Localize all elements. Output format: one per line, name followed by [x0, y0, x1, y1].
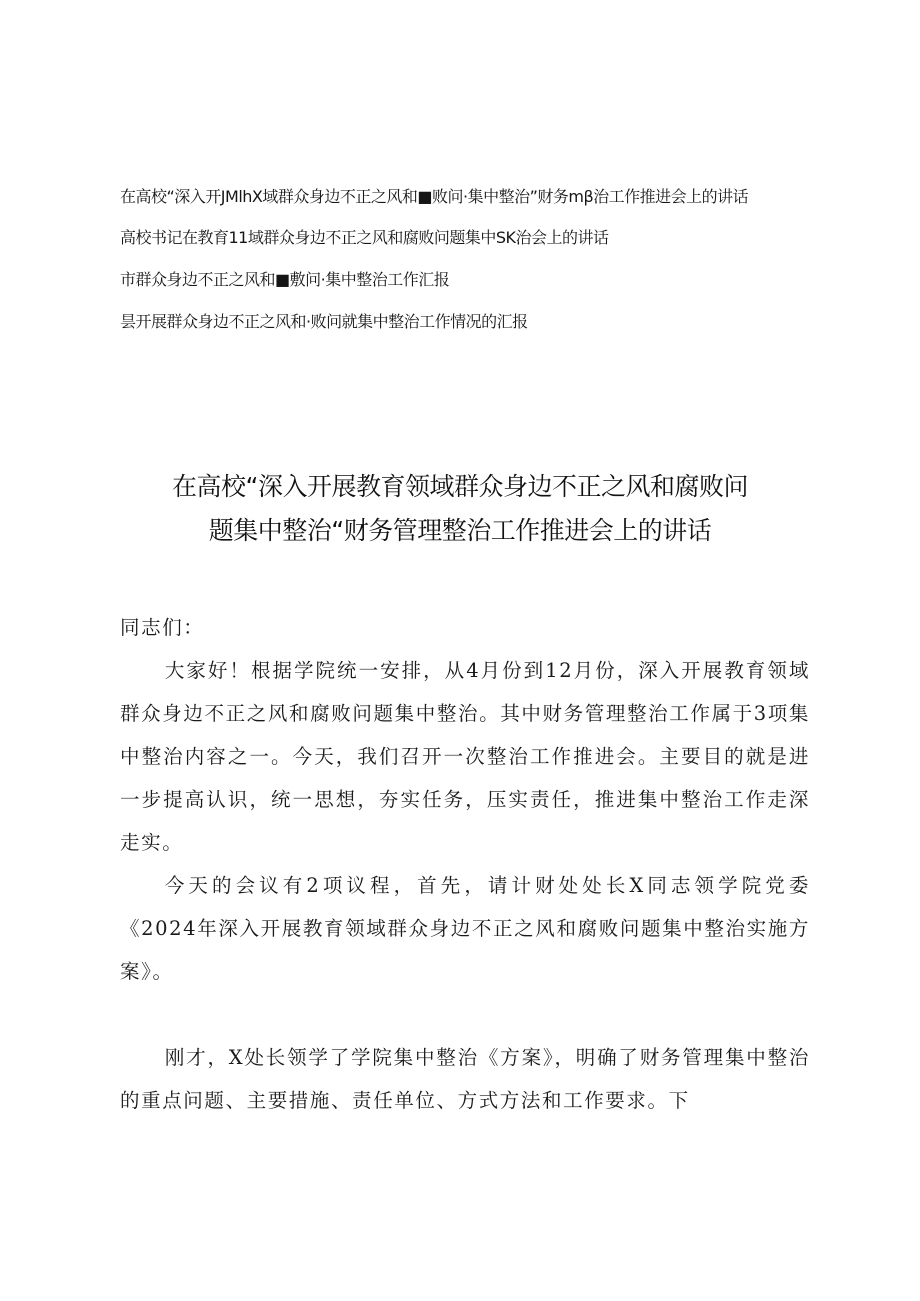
toc-item[interactable]: 高校书记在教育11域群众身边不正之风和腐败问题集中SK治会上的讲话 [120, 228, 609, 247]
salutation: 同志们： [120, 616, 205, 639]
document-body [120, 606, 810, 1122]
title-line-1: 在高校“深入开展教育领域群众身边不正之风和腐败问 [172, 472, 748, 501]
toc-item[interactable]: 市群众身边不正之风和■敷问·集中整治工作汇报 [120, 270, 450, 289]
paragraph: 刚才，X处长领学了学院集中整治《方案》，明确了财务管理集中整治的重点问题、主要措施、责任单位、方式方法和工作要求。下 [120, 1046, 810, 1112]
table-of-contents [120, 183, 810, 350]
paragraph: 大家好！根据学院统一安排，从4月份到12月份，深入开展教育领域群众身边不正之风和腐败问题集中整治。其中财务管理整治工作属于3项集中整治内容之一。今天，我们召开一次整治工作推进会。主要目的就是进一步提高认识，统一思想，夯实任务，压实责任，推进集中整治工作走深走实。 [120, 659, 810, 854]
title-line-2: 题集中整治“财务管理整治工作推进会上的讲话 [208, 516, 712, 545]
document-title [60, 465, 860, 553]
paragraph-gap [120, 993, 810, 1036]
paragraph: 今天的会议有2项议程，首先，请计财处处长X同志领学院党委《2024年深入开展教育领域群众身边不正之风和腐败问题集中整治实施方案》。 [120, 874, 810, 983]
toc-item[interactable]: 在高校“深入开JMlhX域群众身边不正之风和■败问·集中整治”财务mβ治工作推进会上的讲话 [120, 187, 749, 206]
toc-item[interactable]: 昙开展群众身边不正之风和·败问就集中整治工作情况的汇报 [120, 312, 528, 331]
